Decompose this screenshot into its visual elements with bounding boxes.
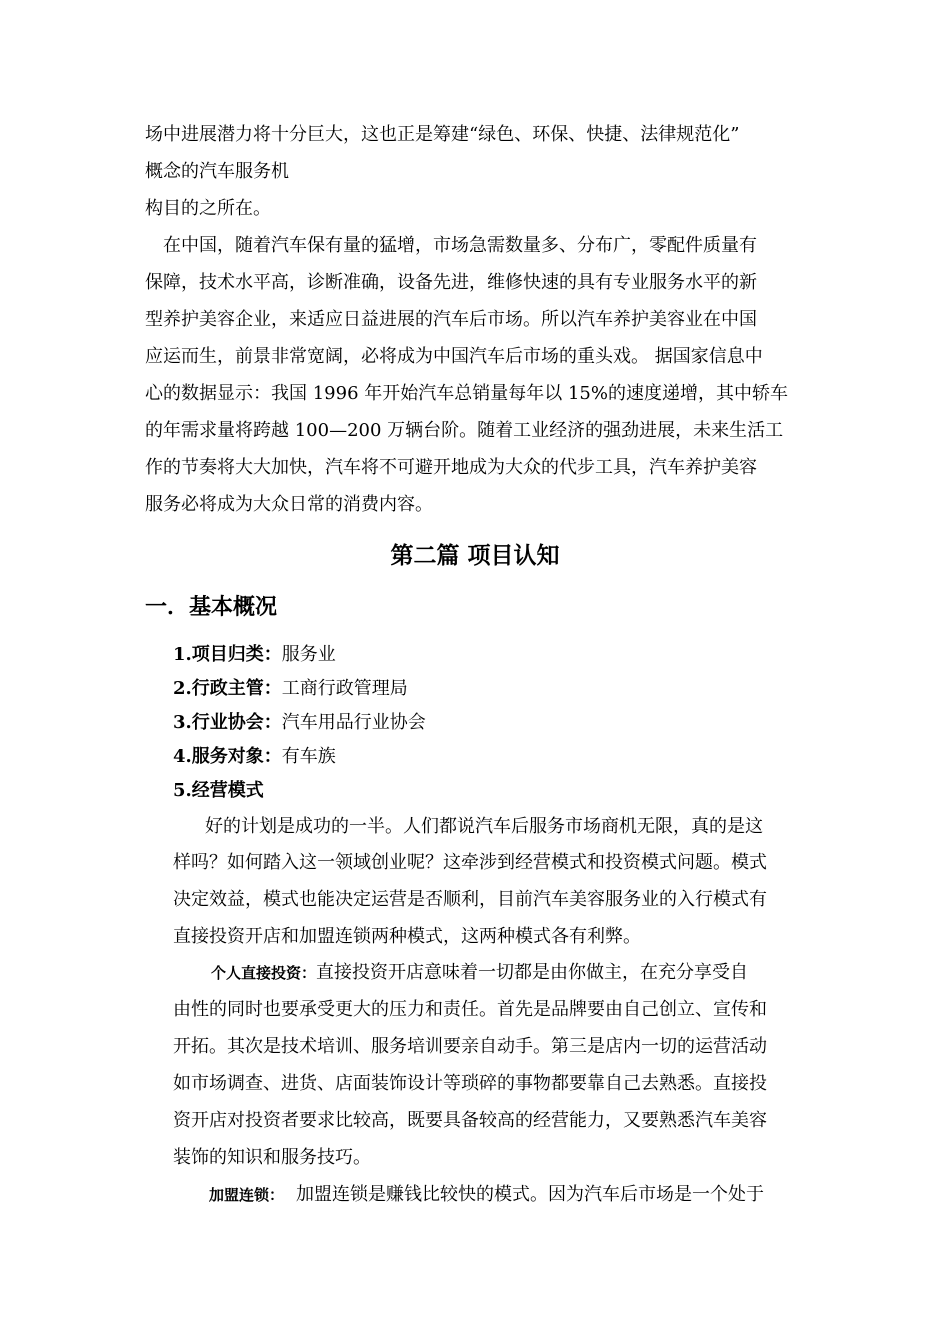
direct-line: 开拓。其次是技术培训、服务培训要亲自动手。第三是店内一切的运营活动 xyxy=(173,1036,767,1057)
item-value: 服务业 xyxy=(281,644,336,665)
intro-line: 概念的汽车服务机 xyxy=(145,161,289,182)
mode-line: 决定效益，模式也能决定运营是否顺利，目前汽车美容服务业的入行模式有 xyxy=(173,889,767,910)
mode-line: 样吗？如何踏入这一领域创业呢？这牵涉到经营模式和投资模式问题。模式 xyxy=(173,852,767,873)
overview-item xyxy=(173,779,264,803)
item-label: 1.项目归类： xyxy=(173,644,282,665)
overview-item xyxy=(173,643,336,667)
direct-label: 个人直接投资： xyxy=(211,964,317,982)
item-label: 5.经营模式 xyxy=(173,780,264,801)
section-heading: 一．基本概况 xyxy=(145,594,278,620)
para-line: 的年需求量将跨越 100—200 万辆台阶。随着工业经济的强劲进展，未来生活工 xyxy=(145,420,784,441)
franchise-label: 加盟连锁： xyxy=(209,1186,285,1204)
chapter-title: 第二篇 项目认知 xyxy=(390,542,560,569)
direct-line: 资开店对投资者要求比较高，既要具备较高的经营能力，又要熟悉汽车美容 xyxy=(173,1110,767,1131)
para-line: 保障，技术水平高，诊断准确，设备先进，维修快速的具有专业服务水平的新 xyxy=(145,272,757,293)
mode-line: 好的计划是成功的一半。人们都说汽车后服务市场商机无限，真的是这 xyxy=(205,816,763,837)
para-line: 心的数据显示：我国 1996 年开始汽车总销量每年以 15%的速度递增，其中轿车 xyxy=(145,383,788,404)
para-line: 服务必将成为大众日常的消费内容。 xyxy=(145,494,433,515)
item-value: 工商行政管理局 xyxy=(281,678,408,699)
item-label: 4.服务对象： xyxy=(173,746,282,767)
direct-line xyxy=(211,961,748,985)
overview-item xyxy=(173,711,426,735)
overview-item xyxy=(173,677,408,701)
direct-text: 直接投资开店意味着一切都是由你做主，在充分享受自 xyxy=(316,962,749,983)
mode-line: 直接投资开店和加盟连锁两种模式，这两种模式各有利弊。 xyxy=(173,926,641,947)
franchise-text: 加盟连锁是赚钱比较快的模式。因为汽车后市场是一个处于 xyxy=(296,1184,765,1205)
para-line: 作的节奏将大大加快，汽车将不可避开地成为大众的代步工具，汽车养护美容 xyxy=(145,457,757,478)
direct-line: 如市场调查、进货、店面装饰设计等琐碎的事物都要靠自己去熟悉。直接投 xyxy=(173,1073,767,1094)
intro-line: 构目的之所在。 xyxy=(145,198,271,219)
overview-item xyxy=(173,745,336,769)
franchise-line xyxy=(209,1183,764,1207)
intro-line: 场中进展潜力将十分巨大，这也正是筹建“绿色、环保、快捷、法律规范化” xyxy=(145,124,740,145)
para-line: 应运而生，前景非常宽阔，必将成为中国汽车后市场的重头戏。 据国家信息中 xyxy=(145,346,763,367)
direct-line: 装饰的知识和服务技巧。 xyxy=(173,1147,371,1168)
item-label: 2.行政主管： xyxy=(173,678,282,699)
item-value: 汽车用品行业协会 xyxy=(281,712,426,733)
item-value: 有车族 xyxy=(281,746,336,767)
item-label: 3.行业协会： xyxy=(173,712,282,733)
para-line: 型养护美容企业，来适应日益进展的汽车后市场。所以汽车养护美容业在中国 xyxy=(145,309,757,330)
para-line: 在中国，随着汽车保有量的猛增，市场急需数量多、分布广，零配件质量有 xyxy=(163,235,757,256)
direct-line: 由性的同时也要承受更大的压力和责任。首先是品牌要由自己创立、宣传和 xyxy=(173,999,767,1020)
